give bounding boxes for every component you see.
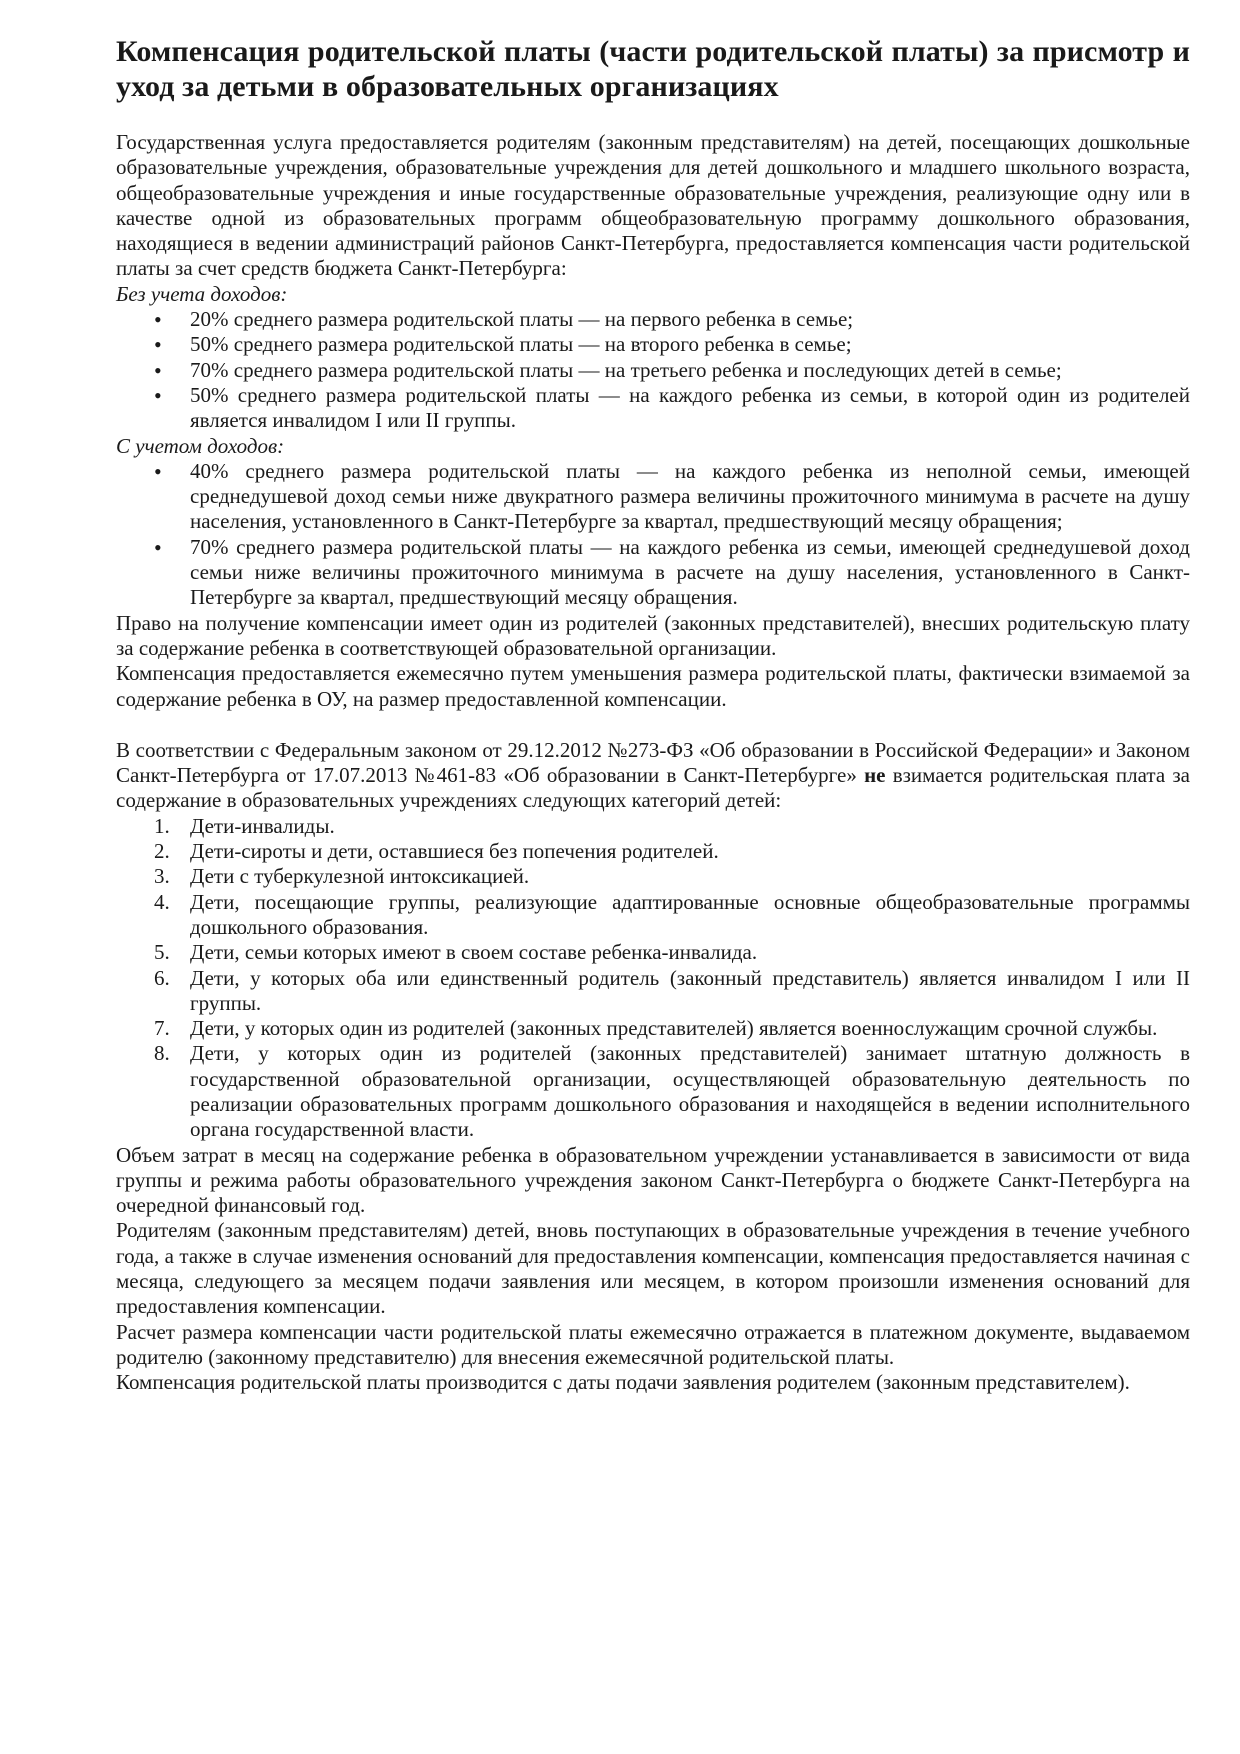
item-number: 1. xyxy=(154,813,170,838)
right-to-compensation-paragraph: Право на получение компенсации имеет один из родителей (законных представителей), внесших родительскую плату за содержание ребенка в соответствующей образовательной организации. xyxy=(116,610,1190,660)
list-item xyxy=(154,1041,1190,1142)
with-income-heading: С учетом доходов: xyxy=(116,433,285,458)
item-text: Дети-инвалиды. xyxy=(190,813,335,838)
document-title: Компенсация родительской платы (части родительской платы) за присмотр и уход за детьми в образовательных организациях xyxy=(116,35,1190,103)
item-text: Дети, у которых оба или единственный родитель (законный представитель) является инвалидом I или II группы. xyxy=(190,965,1190,1015)
law-paragraph xyxy=(116,738,1190,814)
list-item xyxy=(154,1016,1190,1041)
costs-paragraph: Объем затрат в месяц на содержание ребенка в образовательном учреждении устанавливается в зависимости от вида группы и режима работы образовательного учреждения законом Санкт-Петербурга о бюджете Санкт-Петербурга на очередной финансовый год. xyxy=(116,1142,1190,1218)
calculation-paragraph: Расчет размера компенсации части родительской платы ежемесячно отражается в платежном документе, выдаваемом родителю (законному представителю) для внесения ежемесячной родительской платы. xyxy=(116,1319,1190,1369)
list-item xyxy=(154,839,1190,864)
item-text: Дети-сироты и дети, оставшиеся без попечения родителей. xyxy=(190,839,719,864)
law-text-after: взимается родительская плата за содержание в образовательных учреждениях следующих категорий детей: xyxy=(116,763,1190,813)
list-item: • 40% среднего размера родительской платы — на каждого ребенка из неполной семьи, имеющей среднедушевой доход семьи ниже двукратного размера величины прожиточного минимума в расчете на душу населения, установленного в Санкт-Петербурге за квартал, предшествующий месяцу обращения; xyxy=(190,459,1190,535)
law-text-bold: не xyxy=(864,763,886,788)
list-item: • 70% среднего размера родительской платы — на третьего ребенка и последующих детей в семье; xyxy=(190,358,1190,383)
monthly-compensation-paragraph: Компенсация предоставляется ежемесячно путем уменьшения размера родительской платы, фактически взимаемой за содержание ребенка в ОУ, на размер предоставленной компенсации. xyxy=(116,661,1190,711)
without-income-heading: Без учета доходов: xyxy=(116,281,288,306)
list-item xyxy=(154,940,1190,965)
list-item xyxy=(154,965,1190,1017)
list-item: • 20% среднего размера родительской платы — на первого ребенка в семье; xyxy=(190,307,1190,332)
item-number: 6. xyxy=(154,965,170,990)
law-text-before: В соответствии с Федеральным законом от 29.12.2012 №273-ФЗ «Об образовании в Российской Федерации» и Законом Санкт-Петербурга от 17.07.2013 №461-83 «Об образовании в Санкт-Петербурге» xyxy=(116,737,1190,788)
item-number: 8. xyxy=(154,1041,170,1066)
list-item xyxy=(154,889,1190,941)
item-text: Дети, семьи которых имеют в своем составе ребенка-инвалида. xyxy=(190,940,758,965)
item-text: Дети, посещающие группы, реализующие адаптированные основные общеобразовательные программы дошкольного образования. xyxy=(190,889,1190,939)
item-text: Дети с туберкулезной интоксикацией. xyxy=(190,864,530,889)
item-text: Дети, у которых один из родителей (законных представителей) является военнослужащим срочной службы. xyxy=(190,1016,1158,1041)
without-income-list xyxy=(116,307,1190,433)
list-item: • 50% среднего размера родительской платы — на второго ребенка в семье; xyxy=(190,332,1190,357)
item-number: 5. xyxy=(154,940,170,965)
item-number: 4. xyxy=(154,889,170,914)
list-item xyxy=(154,864,1190,889)
intro-paragraph: Государственная услуга предоставляется родителям (законным представителям) на детей, посещающих дошкольные образовательные учреждения, образовательные учреждения для детей дошкольного и младшего школьного возраста, общеобразовательные учреждения и иные государственные образовательные учреждения, реализующие одну или в качестве одной из образовательных программ общеобразовательную программу дошкольного образования, находящиеся в ведении администраций районов Санкт-Петербурга, предоставляется компенсация части родительской платы за счет средств бюджета Санкт-Петербурга: xyxy=(116,130,1190,281)
list-item: • 50% среднего размера родительской платы — на каждого ребенка из семьи, в которой один из родителей является инвалидом I или II группы. xyxy=(190,383,1190,434)
document-page xyxy=(116,34,1190,1396)
item-number: 2. xyxy=(154,839,170,864)
item-text: Дети, у которых один из родителей (законных представителей) занимает штатную должность в государственной образовательной организации, осуществляющей образовательную деятельность по реализации образовательных программ дошкольного образования и находящейся в ведении исполнительного органа государственной власти. xyxy=(190,1041,1190,1142)
list-item xyxy=(154,813,1190,839)
new-entrants-paragraph: Родителям (законным представителям) детей, вновь поступающих в образовательные учреждения в течение учебного года, а также в случае изменения оснований для предоставления компенсации, компенсация предоставляется начиная с месяца, следующего за месяцем подачи заявления или месяцем, в котором произошли изменения оснований для предоставления компенсации. xyxy=(116,1218,1190,1319)
section-gap xyxy=(116,712,1190,738)
with-income-list xyxy=(116,459,1190,611)
start-date-paragraph: Компенсация родительской платы производится с даты подачи заявления родителем (законным представителем). xyxy=(116,1370,1130,1395)
list-item: • 70% среднего размера родительской платы — на каждого ребенка из семьи, имеющей среднедушевой доход семьи ниже величины прожиточного минимума в расчете на душу населения, установленного в Санкт-Петербурге за квартал, предшествующий месяцу обращения. xyxy=(190,535,1190,611)
item-number: 7. xyxy=(154,1016,170,1041)
item-number: 3. xyxy=(154,864,170,889)
exempt-categories-list xyxy=(116,814,1190,1143)
